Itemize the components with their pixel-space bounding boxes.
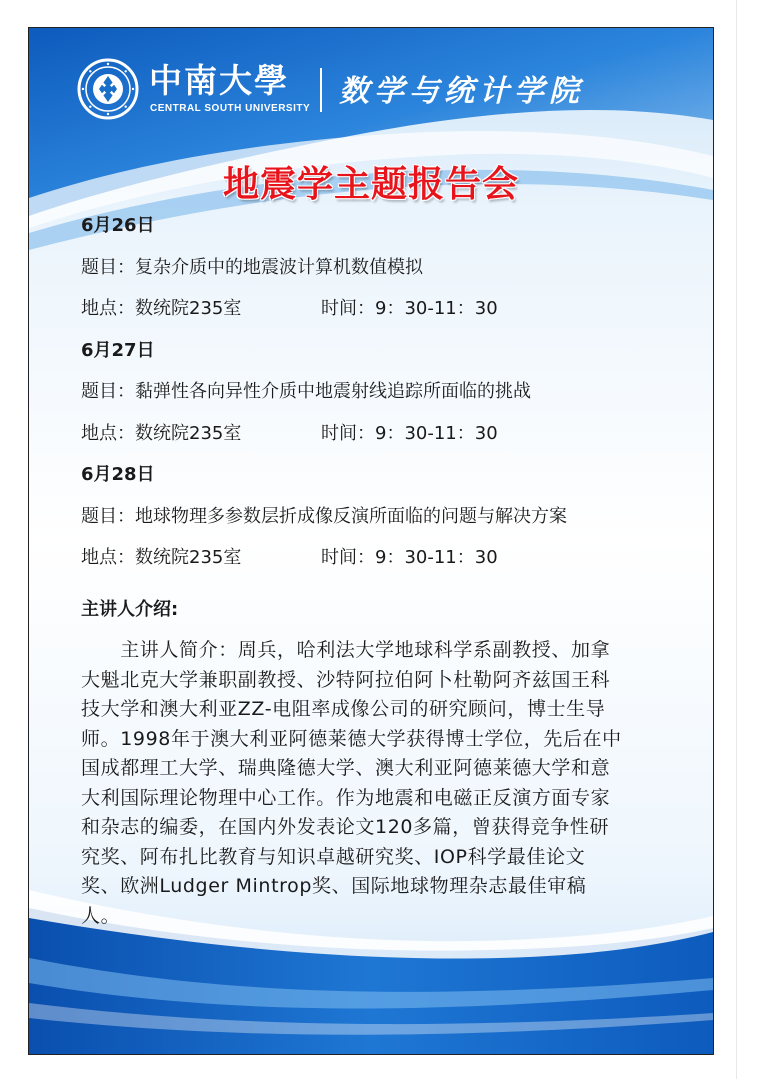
- bio-line: 大魁北克大学兼职副教授、沙特阿拉伯阿卜杜勒阿齐兹国王科: [81, 668, 611, 691]
- bio-line: 和杂志的编委，在国内外发表论文120多篇，曾获得竞争性研: [81, 816, 610, 838]
- session-3-time: 时间：9：30-11：30: [321, 547, 498, 568]
- session-3-date: 6月28日: [81, 464, 155, 485]
- speaker-heading: 主讲人介绍:: [81, 599, 179, 620]
- session-1-date: 6月26日: [81, 215, 155, 236]
- session-2-date: 6月27日: [81, 340, 155, 361]
- speaker-bio: [81, 636, 671, 931]
- poster: [28, 27, 714, 1055]
- school-name: 数学与统计学院: [339, 74, 584, 109]
- bio-line: 师。1998年于澳大利亚阿德莱德大学获得博士学位，先后在中: [81, 727, 622, 750]
- session-1-topic: 题目：复杂介质中的地震波计算机数值模拟: [81, 257, 423, 278]
- university-name-en: CENTRAL SOUTH UNIVERSITY: [150, 103, 311, 114]
- session-2-time: 时间：9：30-11：30: [321, 423, 498, 444]
- poster-title: 地震学主题报告会: [222, 163, 519, 205]
- bio-line: 技大学和澳大利亚ZZ-电阻率成像公司的研究顾问，博士生导: [81, 698, 606, 720]
- bio-line: 国成都理工大学、瑞典隆德大学、澳大利亚阿德莱德大学和意: [81, 757, 611, 779]
- bio-line: 大利国际理论物理中心工作。作为地震和电磁正反演方面专家: [81, 786, 611, 809]
- session-3-topic: 题目：地球物理多参数层折成像反演所面临的问题与解决方案: [81, 506, 567, 527]
- session-3-location: 地点：数统院235室: [81, 547, 242, 568]
- bio-line: 究奖、阿布扎比教育与知识卓越研究奖、IOP科学最佳论文: [81, 845, 586, 868]
- session-2-location: 地点：数统院235室: [81, 423, 242, 444]
- bio-line: 奖、欧洲Ludger Mintrop奖、国际地球物理杂志最佳审稿: [81, 875, 587, 897]
- session-2-topic: 题目：黏弹性各向异性介质中地震射线追踪所面临的挑战: [81, 381, 531, 402]
- header-divider: [320, 68, 322, 112]
- page-edge-line: [736, 0, 737, 1079]
- university-seal-icon: [77, 58, 139, 120]
- header: [77, 58, 677, 120]
- session-1-location: 地点：数统院235室: [81, 298, 242, 319]
- session-1-time: 时间：9：30-11：30: [321, 298, 498, 319]
- university-name-cn: 中南大學: [149, 61, 289, 100]
- bio-line: 主讲人简介：周兵，哈利法大学地球科学系副教授、加拿: [81, 639, 611, 661]
- bio-line: 人。: [81, 904, 121, 927]
